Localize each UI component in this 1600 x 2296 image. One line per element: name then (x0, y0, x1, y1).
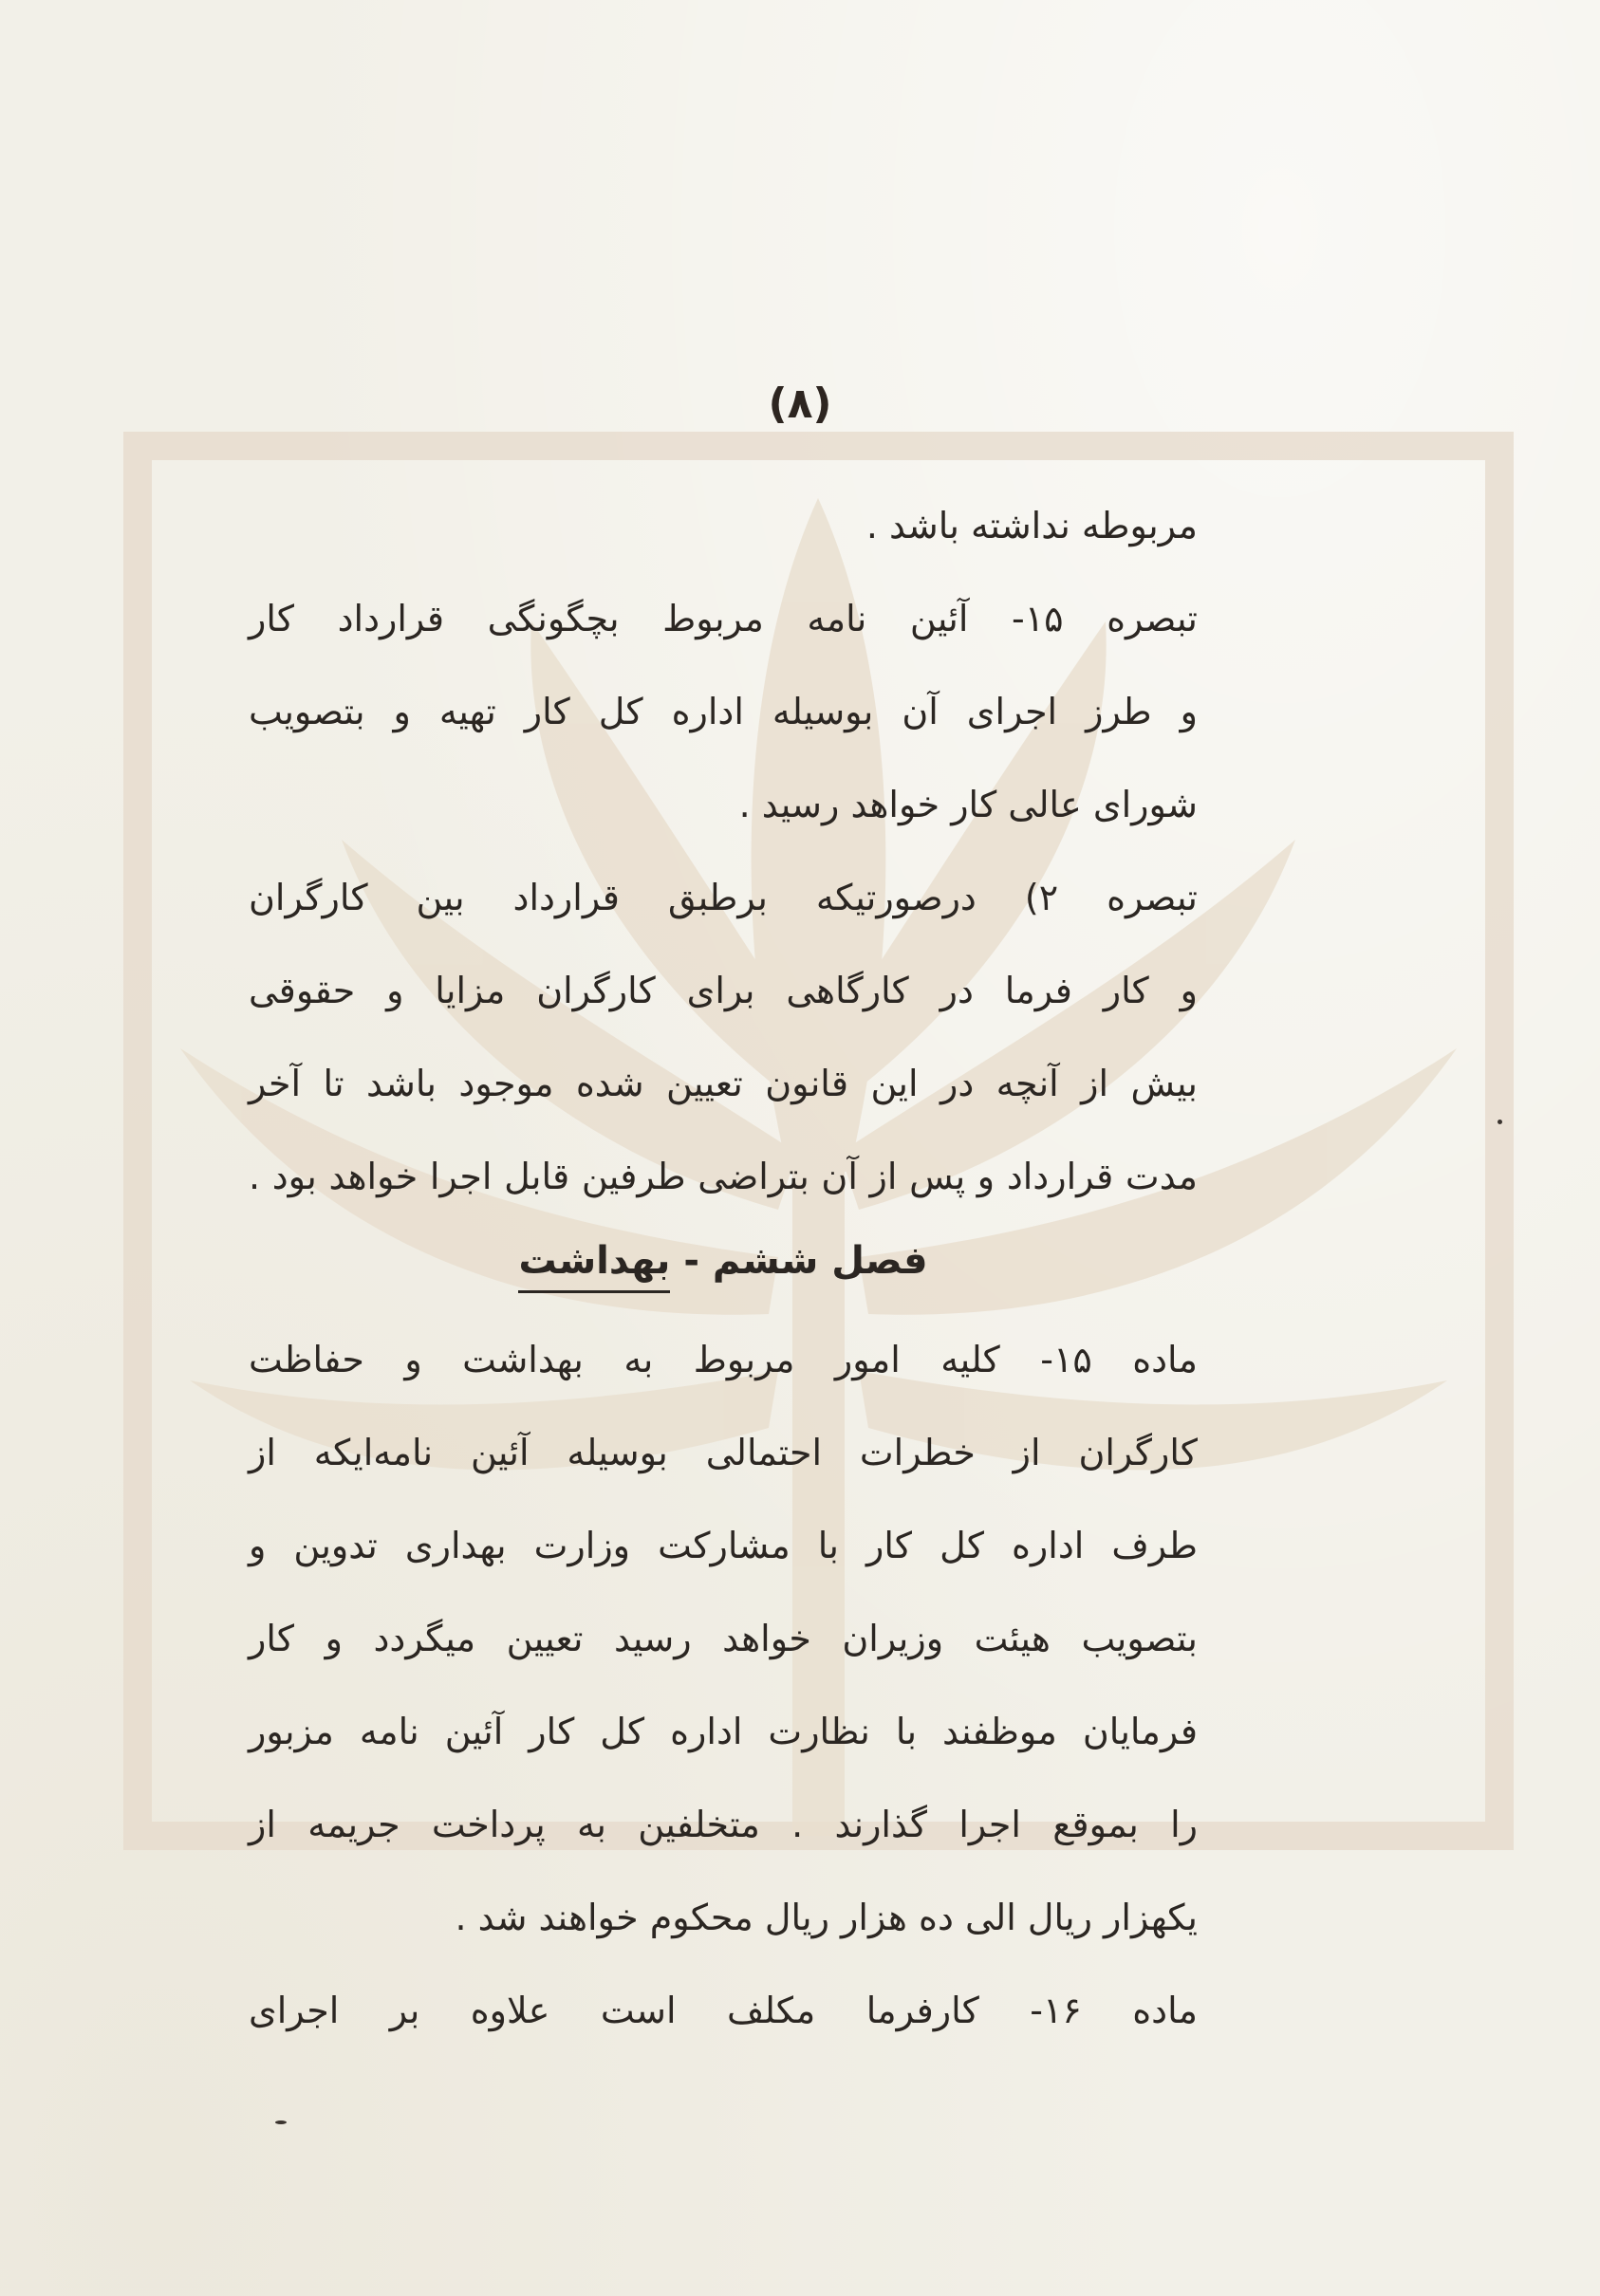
ink-speck (1498, 1120, 1502, 1124)
ink-speck (275, 2120, 287, 2124)
text-line: و کار فرما در کارگاهی برای کارگران مزایا و حقوقی (249, 970, 1198, 1011)
text-line: تبصره ۲) درصورتیکه برطبق قرارداد بین کارگران (249, 877, 1199, 918)
text-line: کارگران از خطرات احتمالی بوسیله آئین نامه‌ایکه از (249, 1432, 1198, 1473)
text-line: طرف اداره کل کار با مشارکت وزارت بهداری تدوین و (249, 1525, 1198, 1566)
text-line: را بموقع اجرا گذارند . متخلفین به پرداخت جریمه از (249, 1804, 1198, 1845)
text-line: بتصویب هیئت وزیران خواهد رسید تعیین میگردد و کار (249, 1618, 1198, 1659)
text-line: ماده ۱۶- کارفرما مکلف است علاوه بر اجرای (249, 1990, 1198, 2031)
text-line: تبصره ۱۵- آئین نامه مربوط بچگونگی قرارداد کار (249, 598, 1199, 639)
text-line: و طرز اجرای آن بوسیله اداره کل کار تهیه و بتصویب (249, 691, 1198, 732)
text-line: یکهزار ریال الی ده هزار ریال محکوم خواهند شد . (455, 1897, 1198, 1938)
page-number: (۸) (768, 380, 832, 428)
text-line: مدت قرارداد و پس از آن بتراضی طرفین قابل اجرا خواهد بود . (249, 1156, 1198, 1197)
text-line: بیش از آنچه در این قانون تعیین شده موجود باشد تا آخر (249, 1063, 1198, 1104)
text-line: ماده ۱۵- کلیه امور مربوط به بهداشت و حفاظت (249, 1339, 1198, 1380)
section-heading (249, 1223, 1198, 1313)
section-heading-label: فصل ششم - (683, 1239, 928, 1283)
text-line: مربوطه نداشته باشد . (865, 505, 1198, 546)
text-line: فرمایان موظفند با نظارت اداره کل کار آئین نامه مزبور (249, 1711, 1198, 1752)
body-text (249, 479, 1198, 2057)
section-heading-topic: بهداشت (518, 1239, 670, 1293)
text-line: شورای عالی کار خواهد رسید . (738, 784, 1198, 825)
